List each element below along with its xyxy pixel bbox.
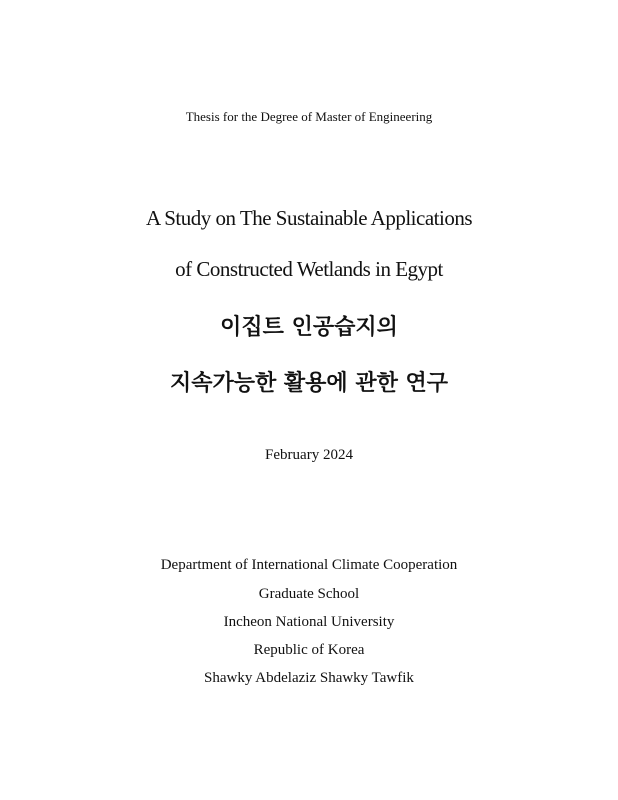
title-korean-line-1: 이집트 인공습지의	[220, 315, 398, 340]
university: Incheon National University	[223, 614, 395, 630]
author-name: Shawky Abdelaziz Shawky Tawfik	[204, 670, 414, 686]
department: Department of International Climate Cooperation	[160, 557, 458, 573]
country: Republic of Korea	[253, 642, 365, 658]
title-english-line-2: of Constructed Wetlands in Egypt	[175, 257, 443, 281]
title-english-line-1: A Study on The Sustainable Applications	[145, 206, 472, 230]
graduate-school: Graduate School	[258, 586, 360, 602]
degree-line: Thesis for the Degree of Master of Engineering	[185, 109, 433, 124]
title-korean-line-2: 지속가능한 활용에 관한 연구	[169, 371, 448, 396]
submission-date: February 2024	[265, 447, 353, 463]
